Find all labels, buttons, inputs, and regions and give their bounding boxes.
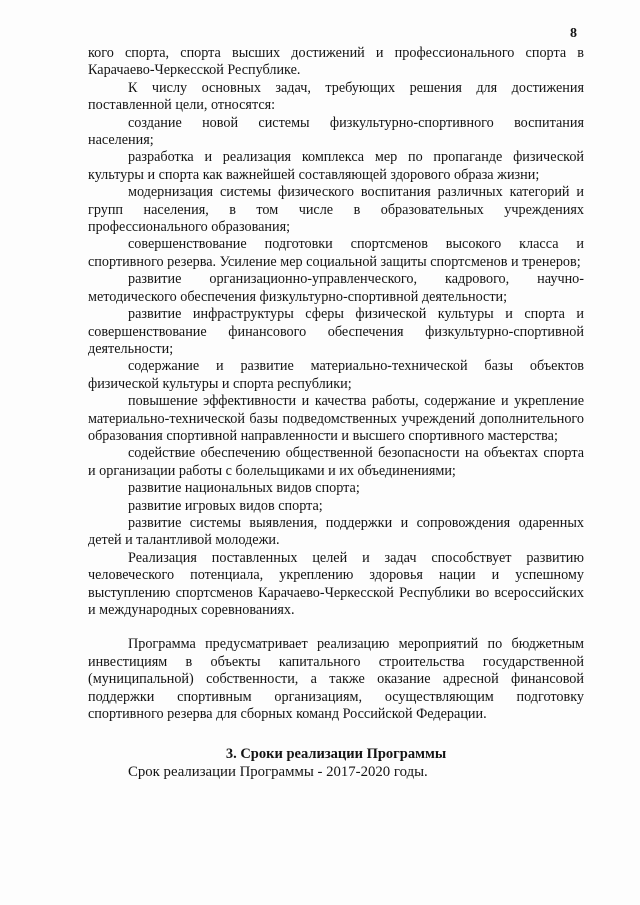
paragraph-outcomes: Реализация поставленных целей и задач способствует развитию человеческого потенциала, укреплению здоровья нации и успешному выступлению спортсменов Карачаево-Черкесской Республики во всероссийских и международных соревнованиях. <box>88 549 584 618</box>
task-item: развитие игровых видов спорта; <box>128 497 323 514</box>
task-item: развитие системы выявления, поддержки и сопровождения одаренных детей и талантливой молодежи. <box>88 514 584 549</box>
section-heading: 3. Сроки реализации Программы <box>225 746 447 763</box>
task-item: модернизация системы физического воспитания различных категорий и групп населения, в том числе в образовательных учреждениях профессионального образования; <box>88 184 584 236</box>
task-item: содействие обеспечению общественной безопасности на объектах спорта и организации работы с болельщиками и их объединениями; <box>88 445 584 479</box>
paragraph-tasks-intro: К числу основных задач, требующих решения для достижения поставленной цели, относятся: <box>88 79 584 114</box>
task-item: развитие инфраструктуры сферы физической культуры и спорта и совершенствование финансового обеспечения физкультурно-спортивной деятельности; <box>88 306 584 357</box>
section-text: Срок реализации Программы - 2017-2020 годы. <box>128 763 428 780</box>
task-item: содержание и развитие материально-технической базы объектов физической культуры и спорта республики; <box>88 358 584 392</box>
task-item: совершенствование подготовки спортсменов высокого класса и спортивного резерва. Усиление мер социальной защиты спортсменов и тренеров; <box>88 236 584 270</box>
task-item: повышение эффективности и качества работы, содержание и укрепление материально-технической базы подведомственных учреждений дополнительного образования спортивной направленности и высшего спортивного мастерства; <box>88 393 584 444</box>
task-item: развитие национальных видов спорта; <box>128 480 360 497</box>
task-item: создание новой системы физкультурно-спортивного воспитания населения; <box>88 114 584 149</box>
page-number: 8 <box>570 26 577 41</box>
task-item: развитие организационно-управленческого, кадрового, научно-методического обеспечения физкультурно-спортивной деятельности; <box>88 271 584 305</box>
paragraph-continuation: кого спорта, спорта высших достижений и профессионального спорта в Карачаево-Черкесской Республике. <box>88 45 584 79</box>
task-item: разработка и реализация комплекса мер по пропаганде физической культуры и спорта как важнейшей составляющей здорового образа жизни; <box>88 149 584 183</box>
document-body <box>88 45 584 781</box>
paragraph-program-measures: Программа предусматривает реализацию мероприятий по бюджетным инвестициям в объекты капитального строительства государственной (муниципальной) собственности, а также оказание адресной финансовой поддержки спортивным организациям, осуществляющим подготовку спортивного резерва для сборных команд Российской Федерации. <box>88 636 584 723</box>
